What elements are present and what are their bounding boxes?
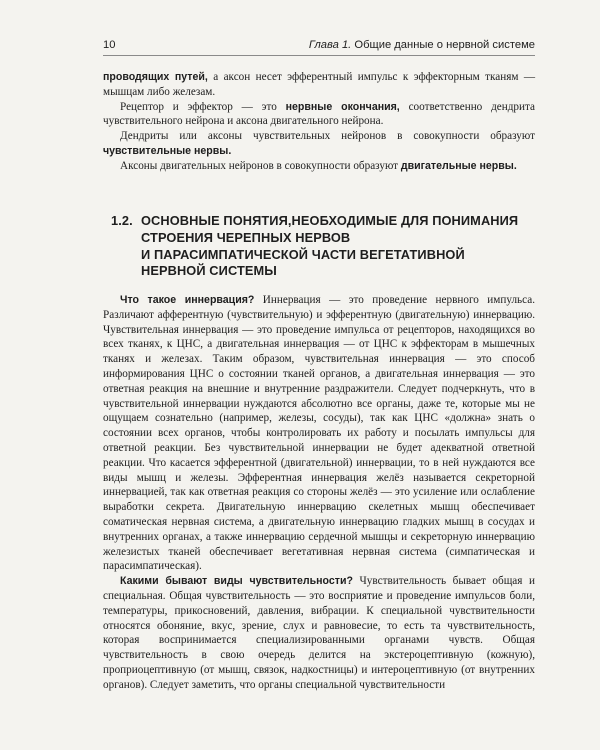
bold-term: проводящих путей, [103,71,208,83]
paragraph-text: Аксоны двигательных нейронов в совокупности образуют [120,159,401,172]
section-title-line: ОСНОВНЫЕ ПОНЯТИЯ,НЕОБХОДИМЫЕ ДЛЯ ПОНИМАНИЯ [141,213,519,228]
section-title-line: СТРОЕНИЯ ЧЕРЕПНЫХ НЕРВОВ [141,229,351,245]
paragraph-innervation [103,293,535,574]
section-title-line: НЕРВНОЙ СИСТЕМЫ [141,263,277,279]
section-number: 1.2. [111,213,133,228]
section-title-line: И ПАРАСИМПАТИЧЕСКОЙ ЧАСТИ ВЕГЕТАТИВНОЙ [141,246,465,262]
paragraph [103,70,535,100]
paragraph-text: а аксон несет эфферентный импульс к эффекторным тканям — мышцам либо железам. [103,71,536,98]
paragraph [103,129,535,159]
question-sensitivity: Какими бывают виды чувствительности? [120,575,353,588]
page-number: 10 [103,39,116,51]
top-paragraphs [103,70,535,174]
paragraph-text: Дендриты или аксоны чувствительных нейронов в совокупности образуют [120,130,535,143]
paragraph [103,100,535,130]
paragraph-sensitivity [103,574,535,692]
running-header [103,39,535,56]
answer-innervation: Иннервация — это проведение нервного импульса. Различают афферентную (чувствительную) и эфферентную (двигательную) иннервацию. Чувствительная иннервация — это проведение импульса от рецепторов, находящихся во всех тканях, к ЦНС, а двигательная иннервация — от ЦНС к эффекторам в мышечных тканях и железах. Таким образом, чувствительная иннервация — это способ информирования ЦНС о состоянии тканей органов, а двигательная иннервация — это ответная реакция на внешние и внутренние раздражители. Следует подчеркнуть, что в чувствительной иннервации нуждаются абсолютно все органы, даже те, которые мы не ощущаем сознательно (например, железы, сосуды), так как ЦНС «должна» знать о состоянии всех органов, чтобы контролировать их работу и посылать импульсы для ответной реакции. Без чувствительной иннервации не будет адекватной ответной реакции. Что касается эфферентной (двигательной) иннервации, то в ней нуждаются все виды мышц и железы. Эфферентная иннервация желёз называется секреторной иннервацией, так как ответная реакция со стороны желёз — это усиление или ослабление выработки секрета. Двигательную иннервацию скелетных мышц обеспечивает соматическая нервная система, а двигательную иннервацию гладких мышц в сосудах и внутренних органах, а также иннервацию сердечной мышцы и секреторную иннервацию железистых тканей обеспечивает вегетативная нервная система (симпатическая и парасимпатическая). [103,294,535,573]
paragraph-text: Рецептор и эффектор — это [120,100,286,113]
bold-term: нервные окончания, [285,100,400,113]
bold-term: чувствительные нервы. [103,144,232,157]
bold-term: двигательные нервы. [400,159,517,172]
chapter-label: Глава 1. [308,39,352,51]
chapter-running-title [309,39,535,51]
answer-sensitivity: Чувствительность бывает общая и специальная. Общая чувствительность — это восприятие и проведение импульсов боли, температуры, прикосновений, давления, вибрации. К специальной чувствительности относятся обоняние, вкус, зрение, слух и равновесие, то есть та чувствительность, которая воспринимается специализированными органами чувств. Общая чувствительность в свою очередь делится на экстероцептивную (кожную), проприоцептивную (от мышц, связок, надкостницы) и интероцептивную (от внутренних органов). Следует заметить, что органы специальной чувствительности [103,575,535,691]
paragraph [103,159,535,174]
question-innervation: Что такое иннервация? [120,294,255,306]
paragraph-text: соответственно дендрита чувствительного нейрона и аксона двигательного нейрона. [103,100,535,128]
chapter-title: Общие данные о нервной системе [354,39,535,51]
section-body [103,293,535,693]
section-heading [111,213,531,280]
